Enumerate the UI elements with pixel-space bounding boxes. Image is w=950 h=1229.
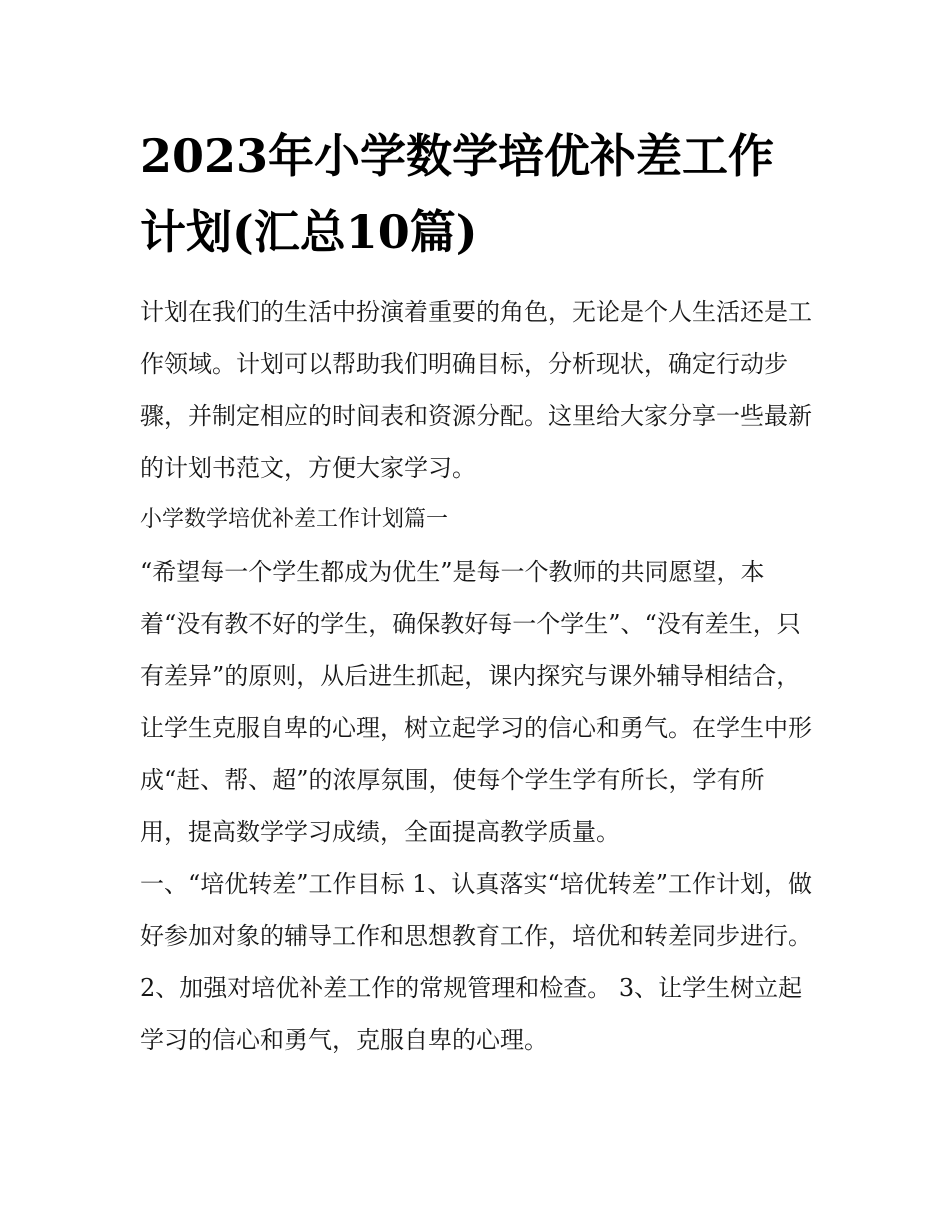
body-paragraph-2: 一、“培优转差”工作目标 1、认真落实“培优转差”工作计划，做好参加对象的辅导工作和思想教育工作，培优和转差同步进行。	[140, 870, 812, 950]
body-paragraph-3: 2、加强对培优补差工作的常规管理和检查。 3、让学生树立起学习的信心和勇气，克服自卑的心理。	[140, 974, 803, 1054]
document-title: 2023年小学数学培优补差工作计划(汇总10篇)	[140, 129, 775, 259]
document-body	[140, 118, 812, 1066]
section-heading: 小学数学培优补差工作计划篇一	[140, 507, 449, 532]
intro-paragraph: 计划在我们的生活中扮演着重要的角色，无论是个人生活还是工作领域。计划可以帮助我们明确目标，分析现状，确定行动步骤，并制定相应的时间表和资源分配。这里给大家分享一些最新的计划书范文，方便大家学习。	[140, 298, 812, 482]
body-paragraph-1: “希望每一个学生都成为优生”是每一个教师的共同愿望，本着“没有教不好的学生，确保教好每一个学生”、“没有差生，只有差异”的原则，从后进生抓起，课内探究与课外辅导相结合，让学生克服自卑的心理，树立起学习的信心和勇气。在学生中形成“赶、帮、超”的浓厚氛围，使每个学生学有所长，学有所用，提高数学学习成绩，全面提高教学质量。	[140, 558, 812, 846]
